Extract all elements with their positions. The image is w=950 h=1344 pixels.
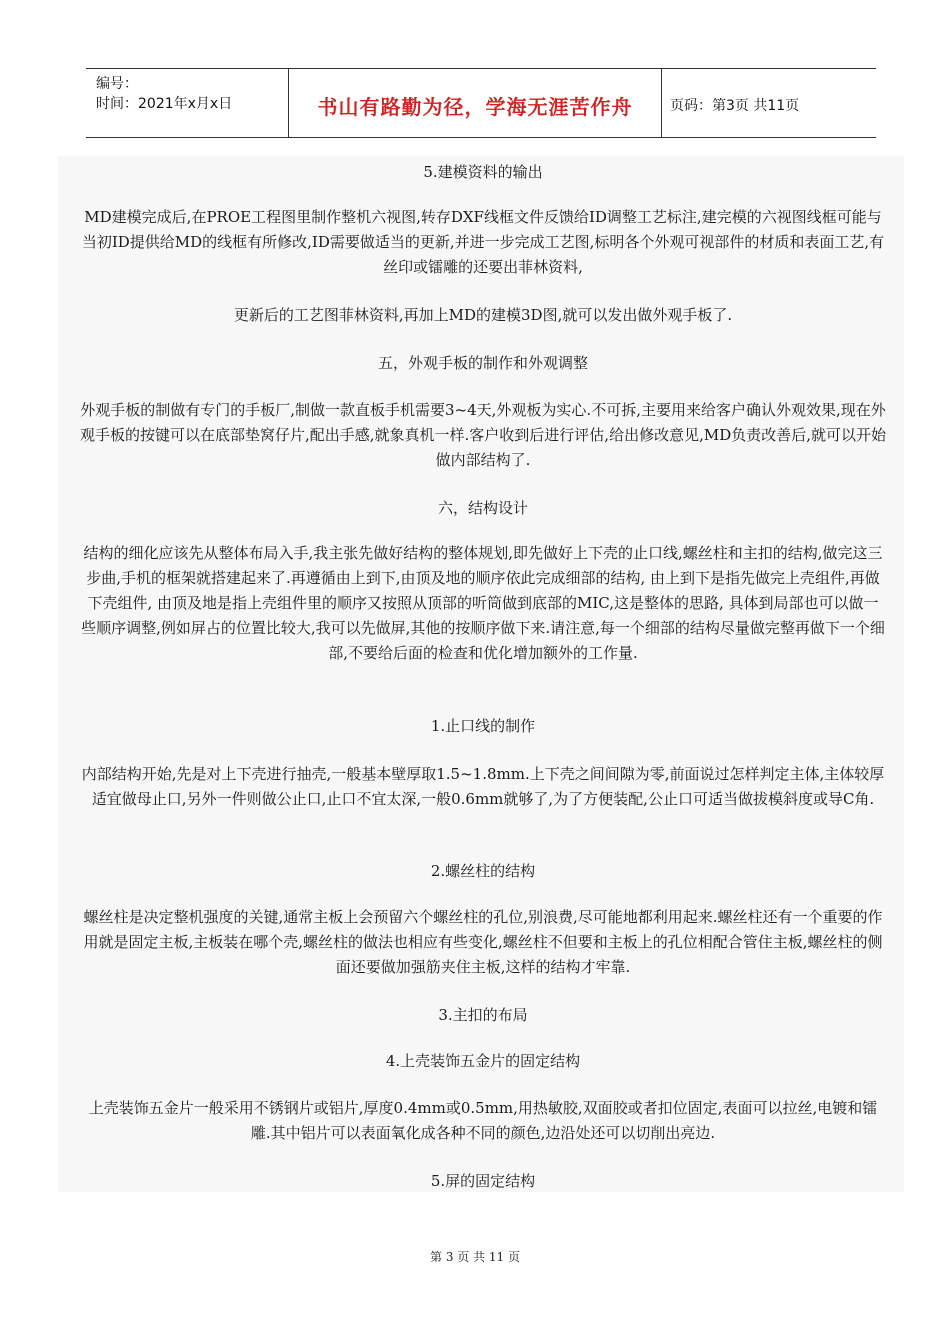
section-title-metal-deco: 4.上壳装饰五金片的固定结构 — [385, 1052, 581, 1070]
header-page-cell — [660, 69, 876, 137]
section-title-main-clip: 3.主扣的布局 — [438, 1006, 528, 1024]
document-time: 时间：2021年x月x日 — [96, 96, 233, 112]
page-footer: 第 3 页 共 11 页 — [430, 1250, 520, 1264]
paragraph-screw-boss: 螺丝柱是决定整机强度的关键,通常主板上会预留六个螺丝柱的孔位,别浪费,尽可能地都利用起来.螺丝柱还有一个重要的作用就是固定主板,主板装在哪个壳,螺丝柱的做法也相应有些变化,螺丝柱不但要和主板上的孔位相配合管住主板,螺丝柱的侧面还要做加强筋夹住主板,这样的结构才牢靠. — [83, 908, 883, 976]
document-body — [58, 156, 904, 1192]
section-title-screw-boss: 2.螺丝柱的结构 — [430, 862, 536, 880]
header-meta — [86, 69, 288, 137]
section-title-model-output: 5.建模资料的输出 — [423, 163, 543, 181]
header-motto: 书山有路勤为径，学海无涯苦作舟 — [317, 95, 633, 119]
paragraph-updated-drawings: 更新后的工艺图菲林资料,再加上MD的建模3D图,就可以发出做外观手板了. — [233, 306, 733, 324]
header-page-info: 页码：第3页 共11页 — [670, 98, 800, 114]
section-title-stop-line: 1.止口线的制作 — [430, 717, 536, 735]
header-motto-cell — [288, 69, 662, 137]
paragraph-structure-design: 结构的细化应该先从整体布局入手,我主张先做好结构的整体规划,即先做好上下壳的止口线,螺丝柱和主扣的结构,做完这三步曲,手机的框架就搭建起来了.再遵循由上到下,由顶及地的顺序依此完成细部的结构, 由上到下是指先做完上壳组件,再做下壳组件, 由顶及地是指上壳组件里的顺序又按照从顶部的听筒做到底部的MIC,这是整体的思路, 具体到局部也可以做一些顺序调整,例如屏占的位置比较大,我可以先做屏,其他的按顺序做下来.请注意,每一个细部的结构尽量做完整再做下一个细部,不要给后面的检查和优化增加额外的工作量. — [81, 544, 885, 662]
paragraph-prototype: 外观手板的制做有专门的手板厂,制做一款直板手机需要3~4天,外观板为实心.不可拆,主要用来给客户确认外观效果,现在外观手板的按键可以在底部垫窝仔片,配出手感,就象真机一样.客户收到后进行评估,给出修改意见,MD负责改善后,就可以开始做内部结构了. — [80, 401, 886, 469]
paragraph-metal-deco: 上壳装饰五金片一般采用不锈钢片或铝片,厚度0.4mm或0.5mm,用热敏胶,双面胶或者扣位固定,表面可以拉丝,电镀和镭雕.其中铝片可以表面氧化成各种不同的颜色,边沿处还可以切削出亮边. — [88, 1099, 878, 1142]
paragraph-stop-line: 内部结构开始,先是对上下壳进行抽壳,一般基本壁厚取1.5~1.8mm.上下壳之间间隙为零,前面说过怎样判定主体,主体较厚适宜做母止口,另外一件则做公止口,止口不宜太深,一般0.6mm就够了,为了方便装配,公止口可适当做拔模斜度或导C角. — [81, 765, 885, 808]
document-number: 编号： — [96, 76, 138, 92]
section-title-structure-design: 六，结构设计 — [437, 499, 528, 517]
paragraph-model-output: MD建模完成后,在PROE工程图里制作整机六视图,转存DXF线框文件反馈给ID调整工艺标注,建完模的六视图线框可能与当初ID提供给MD的线框有所修改,ID需要做适当的更新,并进一步完成工艺图,标明各个外观可视部件的材质和表面工艺,有丝印或镭雕的还要出菲林资料, — [81, 208, 885, 276]
document-header — [86, 68, 876, 138]
section-title-prototype: 五，外观手板的制作和外观调整 — [377, 354, 588, 372]
section-title-screen-fixing: 5.屏的固定结构 — [430, 1172, 536, 1190]
